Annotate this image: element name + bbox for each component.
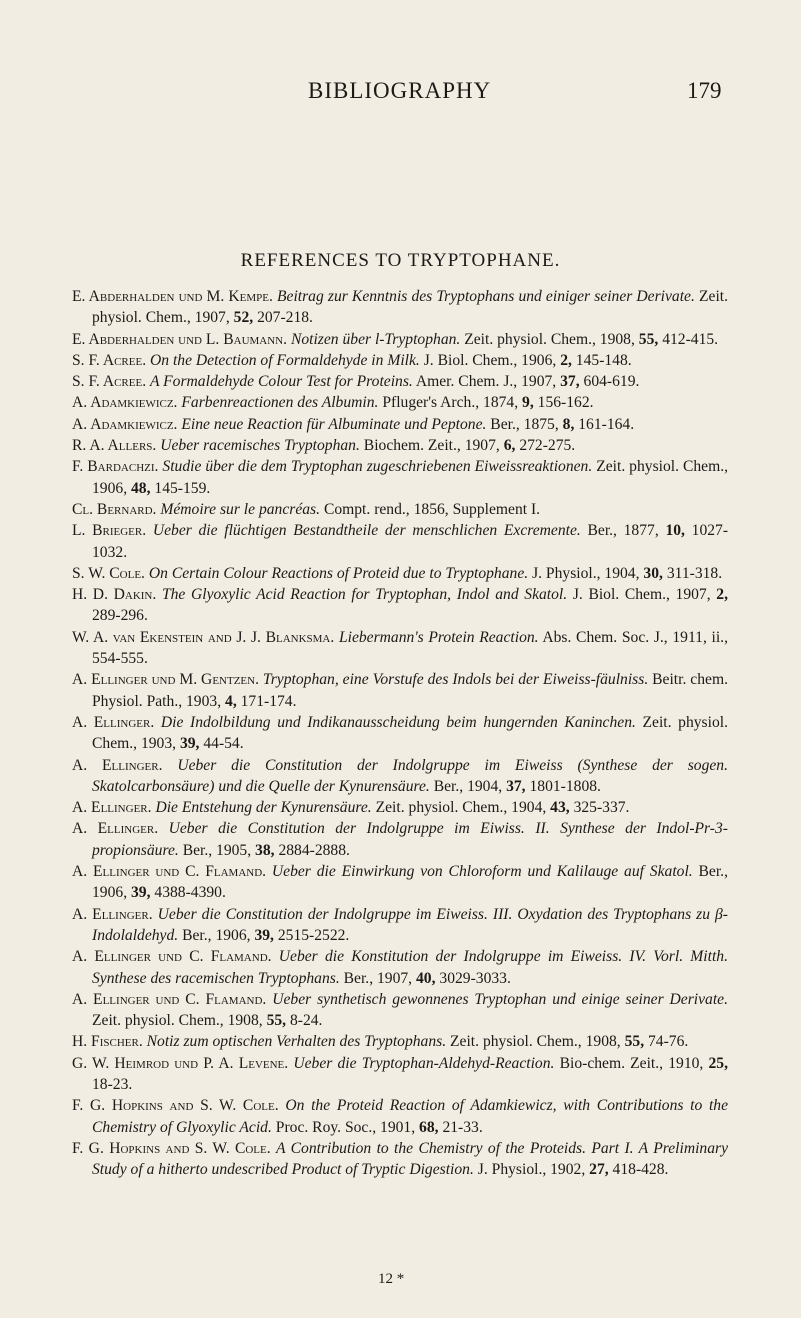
reference-title: Ueber die Tryptophan-Aldehyd-Reaction. [293, 1054, 555, 1072]
reference-pages: 21-33. [442, 1118, 483, 1136]
reference-author: E. Abderhalden und M. Kempe. [72, 288, 273, 305]
reference-author: E. Abderhalden und L. Baumann. [72, 330, 288, 348]
reference-pages: 145-148. [575, 351, 632, 369]
reference-journal: Zeit. physiol. Chem., 1907, [92, 288, 729, 327]
reference-entry [72, 286, 728, 329]
reference-title: On the Detection of Formaldehyde in Milk. [150, 351, 420, 369]
reference-journal: Amer. Chem. J., 1907, [415, 373, 557, 391]
reference-author: A. Ellinger. [72, 905, 153, 923]
reference-journal: Zeit. physiol. Chem., 1908, [450, 1033, 621, 1051]
reference-journal: J. Physiol., 1902, [477, 1161, 586, 1179]
reference-title: Notizen über l-Tryptophan. [290, 330, 461, 348]
reference-volume: 2, [716, 586, 728, 604]
reference-pages: 2884-2888. [278, 841, 350, 859]
reference-title: Ueber die Konstitution der Indolgruppe im Eiweiss. IV. Vorl. Mitth. Synthese des racemischen Tryptophans. [92, 948, 728, 987]
reference-journal: Abs. Chem. Soc. J., 1911, ii., [542, 628, 728, 646]
reference-journal: Ber., 1905, [182, 841, 252, 859]
reference-entry [72, 499, 728, 520]
reference-author: A. Ellinger. [72, 713, 155, 731]
reference-author: F. G. Hopkins and S. W. Cole. [72, 1097, 279, 1115]
reference-pages: 207-218. [257, 309, 313, 327]
reference-pages: 8-24. [289, 1012, 323, 1030]
reference-entry [72, 1095, 728, 1138]
reference-volume: 37, [506, 777, 526, 795]
reference-author: S. W. Cole. [72, 564, 145, 582]
reference-title: Beitrag zur Kenntnis des Tryptophans und einiger seiner Derivate. [277, 288, 695, 305]
reference-entry [72, 904, 728, 947]
reference-entry [72, 712, 728, 755]
reference-entry [72, 414, 728, 435]
reference-pages: 4388-4390. [154, 884, 226, 902]
reference-journal: Biochem. Zeit., 1907, [363, 437, 500, 455]
reference-title: Ueber die flüchtigen Bestandtheile der menschlichen Excremente. [152, 522, 581, 540]
reference-pages: 44-54. [203, 735, 244, 753]
reference-author: S. F. Acree. [72, 373, 147, 391]
reference-title: Liebermann's Protein Reaction. [338, 628, 539, 646]
reference-entry [72, 371, 728, 392]
reference-title: Ueber synthetisch gewonnenes Tryptophan und einige seiner Derivate. [272, 990, 728, 1008]
reference-journal: Zeit. physiol. Chem., 1906, [92, 458, 728, 497]
reference-volume: 55, [624, 1033, 645, 1051]
reference-entry [72, 435, 728, 456]
reference-pages: 2515-2522. [277, 926, 350, 944]
reference-entry [72, 946, 728, 989]
reference-volume: 9, [522, 394, 534, 412]
reference-pages: 289-296. [92, 607, 148, 625]
reference-pages: 3029-3033. [439, 969, 511, 987]
reference-author: A. Ellinger und M. Gentzen. [72, 671, 259, 689]
reference-title: On Certain Colour Reactions of Proteid due to Tryptophane. [148, 564, 529, 582]
reference-journal: Beitr. chem. Physiol. Path., 1903, [92, 671, 728, 710]
reference-entry [72, 818, 728, 861]
reference-title: Eine neue Reaction für Albuminate und Peptone. [181, 415, 487, 433]
reference-volume: 52, [233, 309, 254, 327]
reference-entry [72, 584, 728, 627]
reference-volume: 10, [665, 522, 685, 540]
reference-volume: 48, [131, 479, 151, 497]
reference-title: Farbenreactionen des Albumin. [181, 394, 379, 412]
reference-title: Notiz zum optischen Verhalten des Tryptophans. [146, 1033, 447, 1051]
reference-volume: 4, [225, 692, 237, 710]
reference-journal: Ber., 1875, [490, 415, 559, 433]
reference-pages: 145-159. [154, 479, 211, 497]
section-title: REFERENCES TO TRYPTOPHANE. [240, 250, 561, 271]
reference-title: Studie über die dem Tryptophan zugeschriebenen Eiweissreaktionen. [162, 458, 593, 476]
reference-journal: J. Biol. Chem., 1906, [423, 351, 557, 369]
reference-author: A. Ellinger und C. Flamand. [72, 990, 267, 1008]
reference-pages: 418-428. [612, 1161, 669, 1179]
reference-volume: 68, [419, 1118, 439, 1136]
reference-entry [72, 456, 728, 499]
reference-volume: 30, [643, 564, 663, 582]
reference-entry [72, 329, 728, 350]
reference-author: A. Ellinger. [72, 799, 152, 817]
reference-entry [72, 392, 728, 413]
printer-signature: 12 * [378, 1271, 405, 1287]
reference-journal: Zeit. physiol. Chem., 1908, [464, 330, 635, 348]
reference-entry [72, 1053, 728, 1096]
reference-journal: Zeit. physiol. Chem., 1904, [375, 799, 547, 817]
reference-volume: 6, [503, 437, 516, 455]
reference-volume: 37, [560, 373, 580, 391]
reference-entry [72, 1031, 728, 1052]
reference-entry [72, 520, 728, 563]
reference-pages: 161-164. [578, 415, 635, 433]
reference-author: H. D. Dakin. [72, 586, 157, 604]
reference-author: Cl. Bernard. [72, 500, 157, 518]
reference-author: A. Ellinger. [72, 756, 163, 774]
reference-pages: 554-555. [92, 650, 148, 668]
reference-volume: 39, [254, 926, 274, 944]
reference-author: R. A. Allers. [72, 437, 157, 455]
reference-volume: 40, [415, 969, 436, 987]
reference-title: Mémoire sur le pancréas. [160, 500, 321, 518]
reference-author: L. Brieger. [72, 522, 147, 540]
reference-title: The Glyoxylic Acid Reaction for Tryptophan, Indol and Skatol. [161, 586, 568, 604]
reference-title: Tryptophan, eine Vorstufe des Indols bei der Eiweiss-fäulniss. [262, 671, 649, 689]
reference-journal: Ber., 1906, [182, 926, 251, 944]
reference-author: H. Fischer. [72, 1033, 143, 1051]
reference-title: A Formaldehyde Colour Test for Proteins. [150, 373, 413, 391]
running-title: BIBLIOGRAPHY [308, 78, 492, 103]
reference-author: A. Ellinger und C. Flamand. [72, 863, 267, 881]
reference-entry [72, 989, 728, 1032]
reference-pages: 156-162. [537, 394, 594, 412]
reference-volume: 55, [638, 330, 659, 348]
reference-pages: 311-318. [666, 564, 723, 582]
reference-pages: 74-76. [648, 1033, 689, 1051]
reference-title: Ueber die Einwirkung von Chloroform und Kalilauge auf Skatol. [271, 863, 693, 881]
reference-author: A. Ellinger und C. Flamand. [72, 948, 272, 966]
reference-volume: 27, [589, 1161, 609, 1179]
reference-pages: 325-337. [573, 799, 630, 817]
reference-entry [72, 797, 728, 818]
reference-pages: 412-415. [662, 330, 719, 348]
reference-volume: 43, [550, 799, 570, 817]
reference-author: F. G. Hopkins and S. W. Cole. [72, 1139, 271, 1157]
reference-entry [72, 627, 728, 670]
page-number: 179 [687, 78, 722, 103]
reference-journal: Compt. rend., 1856, Supplement I. [323, 500, 541, 518]
reference-title: On the Proteid Reaction of Adamkiewicz, with Contributions to the Chemistry of Glyoxylic Acid. [92, 1097, 729, 1136]
reference-pages: 604-619. [583, 373, 640, 391]
reference-volume: 38, [255, 841, 275, 859]
reference-journal: J. Physiol., 1904, [532, 564, 640, 582]
reference-author: F. Bardachzi. [72, 458, 159, 476]
reference-volume: 55, [266, 1012, 287, 1030]
reference-list [72, 286, 728, 1180]
reference-pages: 171-174. [240, 692, 297, 710]
reference-author: S. F. Acree. [72, 351, 147, 369]
reference-volume: 8, [562, 415, 575, 433]
reference-journal: Proc. Roy. Soc., 1901, [275, 1118, 416, 1136]
reference-journal: J. Biol. Chem., 1907, [572, 586, 711, 604]
reference-journal: Bio-chem. Zeit., 1910, [559, 1054, 704, 1072]
reference-volume: 2, [560, 351, 572, 369]
reference-journal: Zeit. physiol. Chem., 1908, [92, 1012, 263, 1030]
reference-journal: Ber., 1907, [343, 969, 413, 987]
reference-volume: 39, [131, 884, 151, 902]
reference-title: Ueber racemisches Tryptophan. [160, 437, 360, 455]
reference-title: Die Entstehung der Kynurensäure. [155, 799, 372, 817]
reference-pages: 1027-1032. [92, 522, 729, 561]
running-head [0, 78, 801, 108]
reference-entry [72, 755, 728, 798]
reference-entry [72, 669, 728, 712]
reference-journal: Ber., 1906, [92, 863, 728, 902]
reference-title: A Contribution to the Chemistry of the Proteids. Part I. A Preliminary Study of a hitherto undescribed Product of Tryptic Digestion. [92, 1139, 729, 1179]
reference-volume: 39, [179, 735, 200, 753]
reference-entry [72, 563, 728, 584]
reference-author: G. W. Heimrod und P. A. Levene. [72, 1054, 289, 1072]
reference-pages: 272-275. [519, 437, 576, 455]
reference-author: A. Ellinger. [72, 820, 159, 838]
reference-volume: 25, [708, 1054, 728, 1072]
reference-pages: 18-23. [92, 1075, 133, 1093]
reference-pages: 1801-1808. [529, 777, 601, 795]
reference-entry [72, 861, 728, 904]
reference-journal: Zeit. physiol. Chem., 1903, [92, 713, 728, 753]
reference-title: Die Indolbildung und Indikanausscheidung beim hungernden Kaninchen. [160, 713, 636, 731]
reference-author: A. Adamkiewicz. [72, 415, 178, 433]
reference-author: A. Adamkiewicz. [72, 394, 178, 412]
reference-journal: Pfluger's Arch., 1874, [382, 394, 519, 412]
reference-entry [72, 350, 728, 371]
reference-entry [72, 1138, 728, 1181]
reference-journal: Ber., 1904, [433, 777, 503, 795]
reference-title: Ueber die Constitution der Indolgruppe im Eiwiss. II. Synthese der Indol-Pr-3-propionsäure. [92, 820, 728, 859]
reference-title: Ueber die Constitution der Indolgruppe im Eiweiss (Synthese der sogen. Skatolcarbonsäure) und die Quelle der Kynurensäure. [92, 756, 728, 795]
reference-author: W. A. van Ekenstein and J. J. Blanksma. [72, 628, 335, 646]
reference-journal: Ber., 1877, [587, 522, 659, 540]
reference-title: Ueber die Constitution der Indolgruppe im Eiweiss. III. Oxydation des Tryptophans zu β-Indolaldehyd. [92, 905, 729, 944]
